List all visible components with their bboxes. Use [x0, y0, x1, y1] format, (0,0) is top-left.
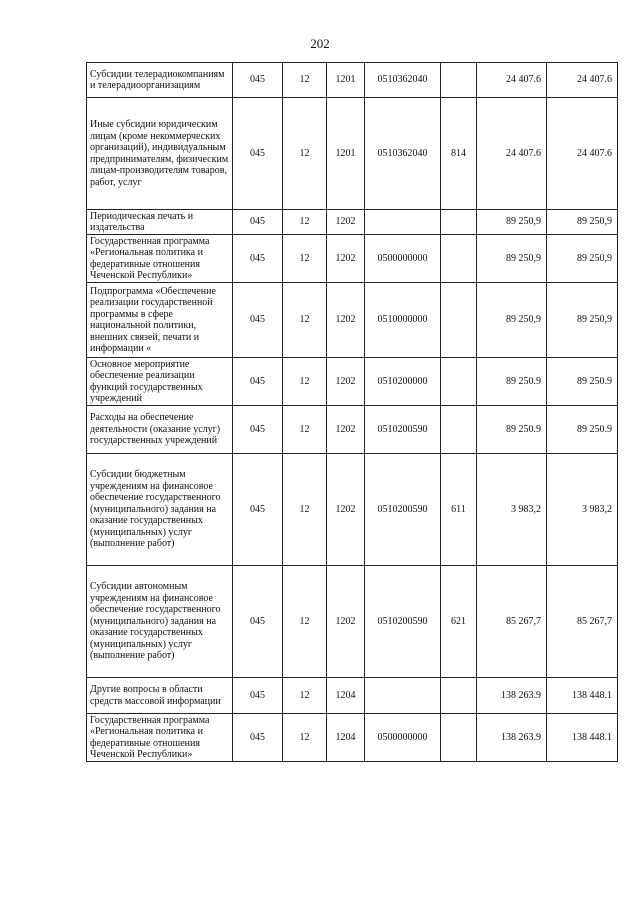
amount-cell: 3 983,2: [477, 454, 547, 566]
target-code-cell: 0500000000: [365, 714, 441, 762]
expense-type-cell: [441, 283, 477, 358]
amount-cell: 89 250.9: [477, 358, 547, 406]
expense-type-cell: 814: [441, 98, 477, 210]
section-code-cell: 12: [283, 283, 327, 358]
amount-cell: 89 250.9: [547, 406, 618, 454]
section-code-cell: 12: [283, 235, 327, 283]
subsection-code-cell: 1204: [327, 678, 365, 714]
amount-cell: 89 250,9: [477, 210, 547, 235]
table-row: [87, 235, 618, 283]
subsection-code-cell: 1204: [327, 714, 365, 762]
table-row: [87, 454, 618, 566]
amount-cell: 138 263.9: [477, 678, 547, 714]
amount-cell: 138 263.9: [477, 714, 547, 762]
table-row: [87, 678, 618, 714]
amount-cell: 89 250.9: [477, 406, 547, 454]
amount-cell: 89 250,9: [477, 235, 547, 283]
row-name-cell: Субсидии бюджетным учреждениям на финансовое обеспечение государственного (муниципального) задания на оказание государственных (муниципальных) услуг (выполнение работ): [87, 454, 233, 566]
row-name-cell: Расходы на обеспечение деятельности (оказание услуг) государственных учреждений: [87, 406, 233, 454]
row-name-cell: Государственная программа «Региональная политика и федеративные отношения Чеченской Республики»: [87, 714, 233, 762]
ministry-code-cell: 045: [233, 406, 283, 454]
row-name-cell: Субсидии автономным учреждениям на финансовое обеспечение государственного (муниципального) задания на оказание государственных (муниципальных) услуг (выполнение работ): [87, 566, 233, 678]
amount-cell: 24 407.6: [547, 63, 618, 98]
subsection-code-cell: 1201: [327, 63, 365, 98]
expense-type-cell: [441, 714, 477, 762]
amount-cell: 85 267,7: [477, 566, 547, 678]
ministry-code-cell: 045: [233, 566, 283, 678]
expense-type-cell: [441, 63, 477, 98]
section-code-cell: 12: [283, 63, 327, 98]
table-row: [87, 714, 618, 762]
section-code-cell: 12: [283, 358, 327, 406]
amount-cell: 24 407.6: [477, 63, 547, 98]
ministry-code-cell: 045: [233, 714, 283, 762]
row-name-cell: Подпрограмма «Обеспечение реализации государственной программы в сфере национальной политики, внешних связей, печати и информации «: [87, 283, 233, 358]
amount-cell: 3 983,2: [547, 454, 618, 566]
subsection-code-cell: 1202: [327, 454, 365, 566]
subsection-code-cell: 1202: [327, 566, 365, 678]
amount-cell: 89 250,9: [477, 283, 547, 358]
ministry-code-cell: 045: [233, 210, 283, 235]
table-row: [87, 63, 618, 98]
target-code-cell: [365, 210, 441, 235]
amount-cell: 89 250,9: [547, 283, 618, 358]
ministry-code-cell: 045: [233, 678, 283, 714]
row-name-cell: Государственная программа «Региональная политика и федеративные отношения Чеченской Республики»: [87, 235, 233, 283]
section-code-cell: 12: [283, 210, 327, 235]
row-name-cell: Иные субсидии юридическим лицам (кроме некоммерческих организаций), индивидуальным предпринимателям, физическим лицам-производителям товаров, работ, услуг: [87, 98, 233, 210]
target-code-cell: [365, 678, 441, 714]
row-name-cell: Субсидии телерадиокомпаниям и телерадиоорганизациям: [87, 63, 233, 98]
amount-cell: 85 267,7: [547, 566, 618, 678]
expense-type-cell: [441, 235, 477, 283]
expense-type-cell: [441, 678, 477, 714]
expense-type-cell: [441, 210, 477, 235]
target-code-cell: 0510362040: [365, 98, 441, 210]
row-name-cell: Периодическая печать и издательства: [87, 210, 233, 235]
amount-cell: 138 448.1: [547, 678, 618, 714]
table-row: [87, 210, 618, 235]
subsection-code-cell: 1202: [327, 283, 365, 358]
amount-cell: 24 407.6: [547, 98, 618, 210]
row-name-cell: Основное мероприятие обеспечение реализации функций государственных учреждений: [87, 358, 233, 406]
ministry-code-cell: 045: [233, 358, 283, 406]
expense-type-cell: [441, 358, 477, 406]
expense-type-cell: [441, 406, 477, 454]
subsection-code-cell: 1202: [327, 406, 365, 454]
amount-cell: 89 250.9: [547, 358, 618, 406]
section-code-cell: 12: [283, 714, 327, 762]
section-code-cell: 12: [283, 566, 327, 678]
row-name-cell: Другие вопросы в области средств массовой информации: [87, 678, 233, 714]
subsection-code-cell: 1201: [327, 98, 365, 210]
amount-cell: 138 448.1: [547, 714, 618, 762]
ministry-code-cell: 045: [233, 98, 283, 210]
target-code-cell: 0510200000: [365, 358, 441, 406]
subsection-code-cell: 1202: [327, 358, 365, 406]
amount-cell: 89 250,9: [547, 210, 618, 235]
expense-type-cell: 621: [441, 566, 477, 678]
page-number: 202: [310, 36, 330, 51]
subsection-code-cell: 1202: [327, 235, 365, 283]
ministry-code-cell: 045: [233, 283, 283, 358]
section-code-cell: 12: [283, 678, 327, 714]
table-row: [87, 98, 618, 210]
ministry-code-cell: 045: [233, 63, 283, 98]
ministry-code-cell: 045: [233, 235, 283, 283]
subsection-code-cell: 1202: [327, 210, 365, 235]
amount-cell: 24 407.6: [477, 98, 547, 210]
expense-type-cell: 611: [441, 454, 477, 566]
section-code-cell: 12: [283, 406, 327, 454]
target-code-cell: 0510200590: [365, 406, 441, 454]
target-code-cell: 0500000000: [365, 235, 441, 283]
target-code-cell: 0510200590: [365, 454, 441, 566]
target-code-cell: 0510200590: [365, 566, 441, 678]
table-row: [87, 406, 618, 454]
target-code-cell: 0510000000: [365, 283, 441, 358]
table-row: [87, 566, 618, 678]
table-row: [87, 283, 618, 358]
ministry-code-cell: 045: [233, 454, 283, 566]
table-row: [87, 358, 618, 406]
budget-table: [86, 62, 618, 762]
section-code-cell: 12: [283, 98, 327, 210]
section-code-cell: 12: [283, 454, 327, 566]
target-code-cell: 0510362040: [365, 63, 441, 98]
amount-cell: 89 250,9: [547, 235, 618, 283]
